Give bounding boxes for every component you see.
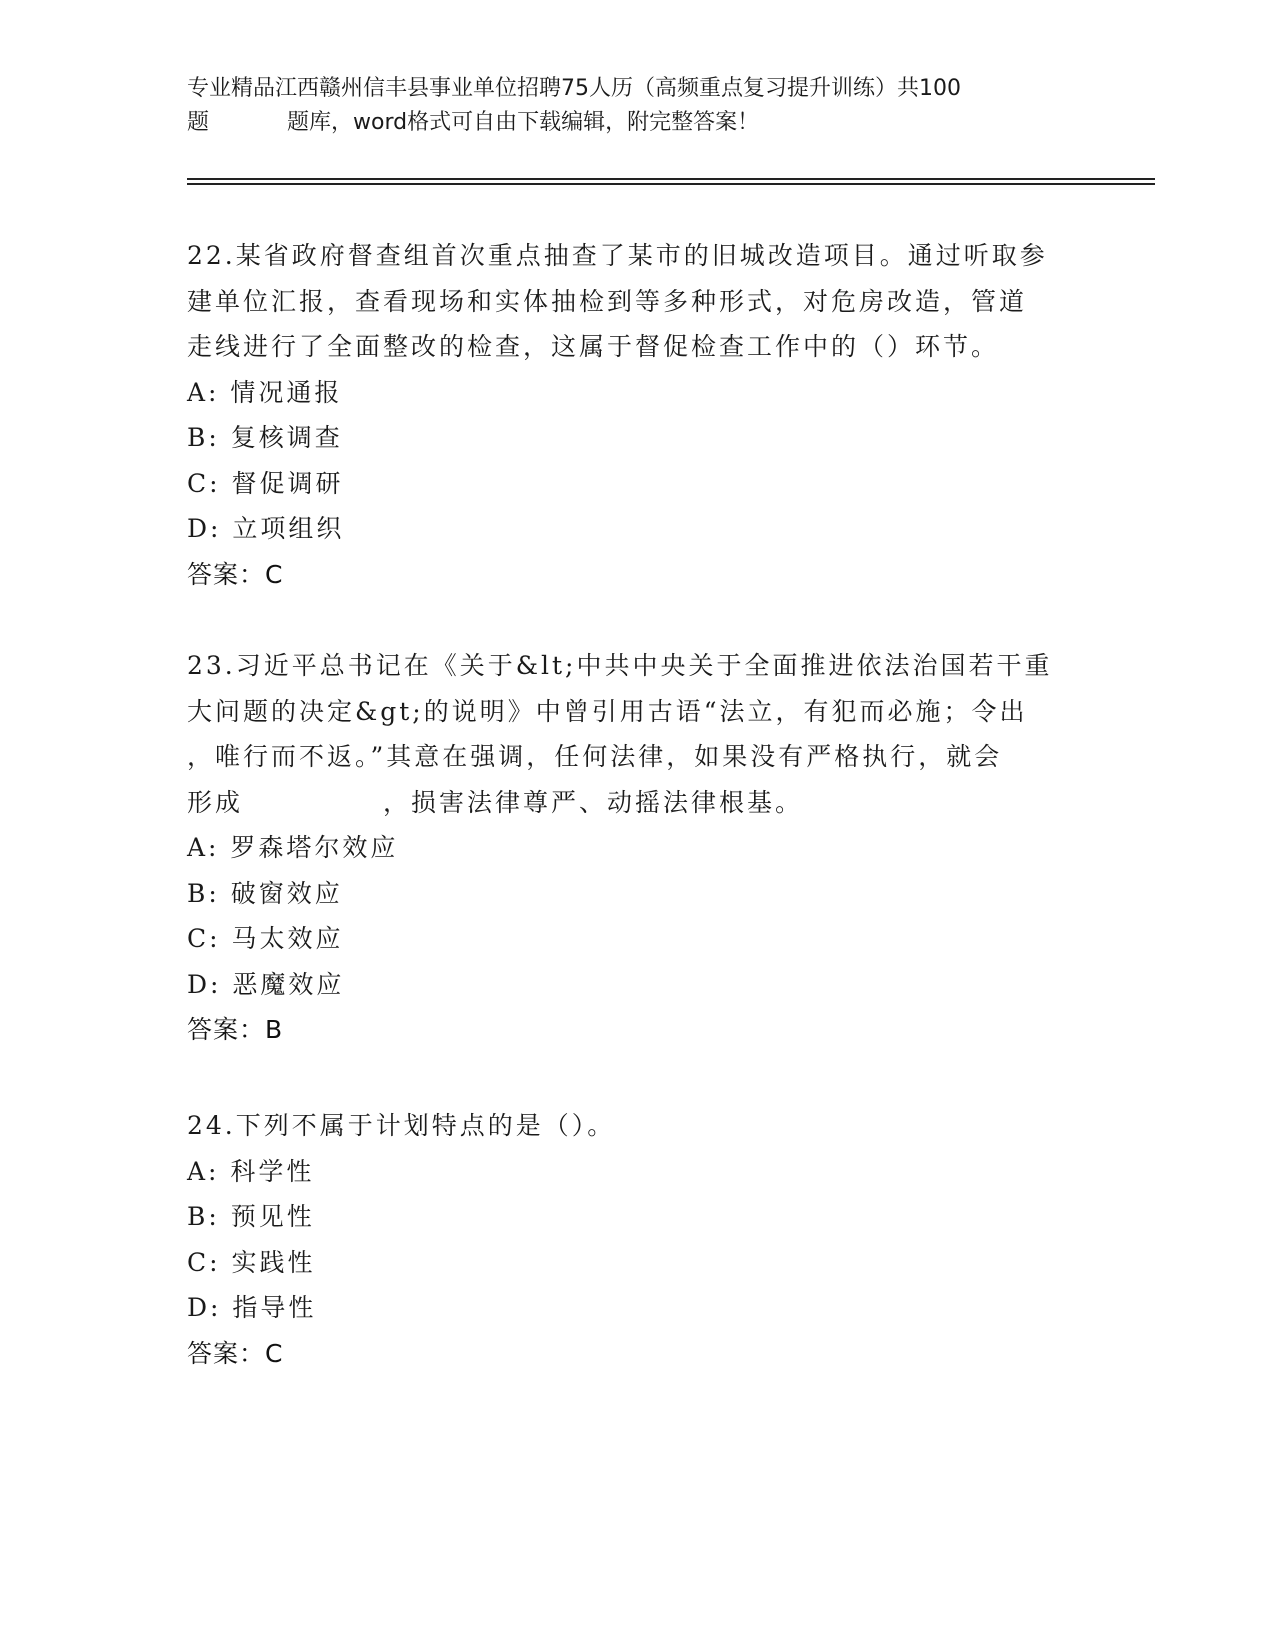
answer-line: 答案：C xyxy=(187,1338,284,1368)
option-c: C: 实践性 xyxy=(187,1247,316,1277)
option-a: A: 情况通报 xyxy=(187,377,343,407)
question-line: 走线进行了全面整改的检查，这属于督促检查工作中的（）环节。 xyxy=(187,332,1000,361)
question-24 xyxy=(187,1103,1077,1376)
question-line: 建单位汇报，查看现场和实体抽检到等多种形式，对危房改造，管道 xyxy=(187,286,1028,316)
question-text xyxy=(187,643,1077,825)
header-title-line-2-start: 题 xyxy=(187,110,210,135)
option-c: C: 督促调研 xyxy=(187,468,344,498)
header-title-line-2 xyxy=(187,106,1067,140)
question-line: 24.下列不属于计划特点的是（）。 xyxy=(187,1111,616,1140)
option-d: D: 立项组织 xyxy=(187,514,345,543)
question-line: 23.习近平总书记在《关于&lt;中共中央关于全面推进依法治国若干重 xyxy=(187,651,1053,680)
document-header xyxy=(187,72,1067,140)
option-b: B: 破窗效应 xyxy=(187,878,343,908)
answer-line: 答案：C xyxy=(187,559,284,589)
header-title-line-1: 专业精品江西赣州信丰县事业单位招聘75人历（高频重点复习提升训练）共100 xyxy=(187,76,961,101)
question-line-end: ，损害法律尊严、动摇法律根基。 xyxy=(383,787,804,817)
question-line: 大问题的决定&gt;的说明》中曾引用古语“法立，有犯而必施；令出 xyxy=(187,696,1028,726)
question-22 xyxy=(187,233,1077,597)
header-title-line-2-end: 题库，word格式可自由下载编辑，附完整答案！ xyxy=(287,110,760,135)
option-b: B: 预见性 xyxy=(187,1202,315,1231)
header-divider-top xyxy=(187,178,1155,180)
option-a: A: 科学性 xyxy=(187,1156,315,1186)
question-line-start: 形成 xyxy=(187,787,244,817)
answer-line: 答案：B xyxy=(187,1015,284,1044)
option-a: A: 罗森塔尔效应 xyxy=(187,833,399,862)
question-line: ，唯行而不返。”其意在强调，任何法律，如果没有严格执行，就会 xyxy=(187,742,1003,771)
question-23 xyxy=(187,643,1077,1053)
option-b: B: 复核调查 xyxy=(187,423,343,452)
question-text xyxy=(187,233,1077,370)
option-c: C: 马太效应 xyxy=(187,924,344,953)
question-line: 22.某省政府督查组首次重点抽查了某市的旧城改造项目。通过听取参 xyxy=(187,241,1048,270)
question-text xyxy=(187,1103,1077,1149)
option-d: D: 恶魔效应 xyxy=(187,969,345,999)
question-line xyxy=(187,780,1077,826)
option-d: D: 指导性 xyxy=(187,1293,317,1322)
header-divider-bottom xyxy=(187,183,1155,185)
